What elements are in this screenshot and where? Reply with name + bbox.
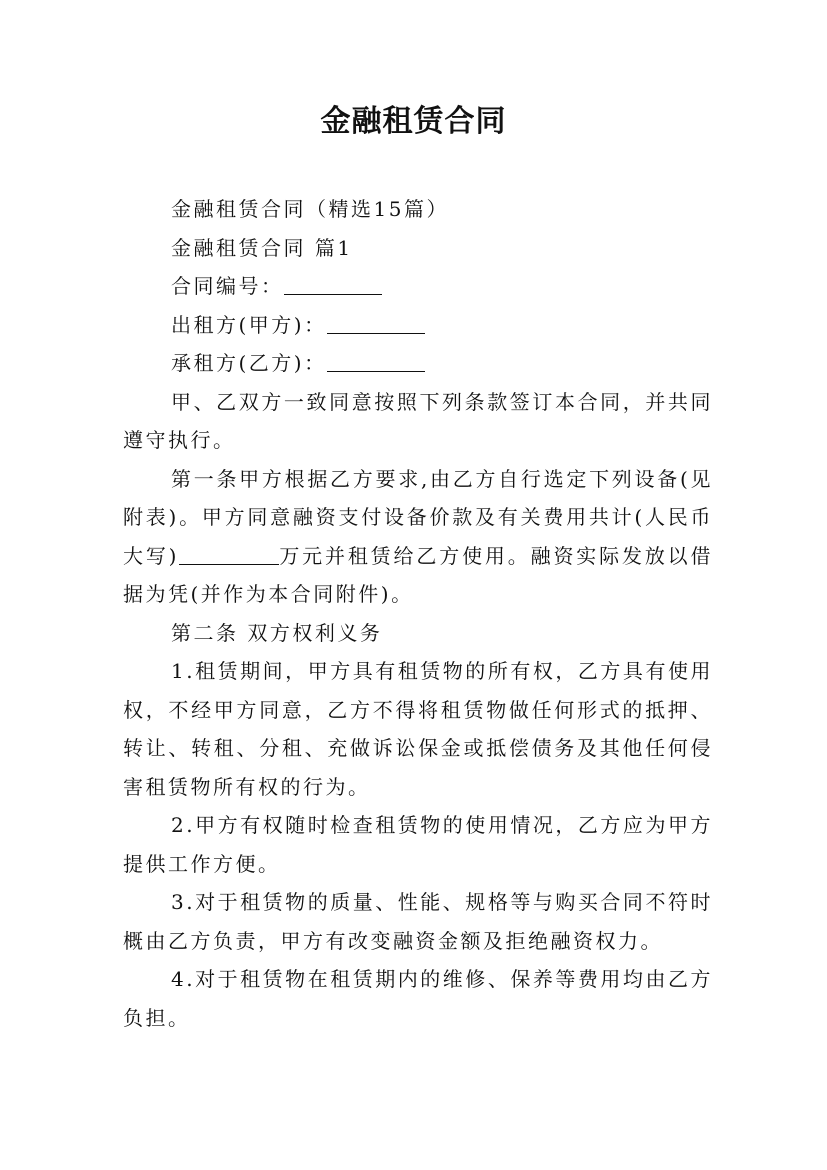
article-1-paragraph [123,460,713,614]
subtitle: 金融租赁合同（精选15篇） [171,197,449,221]
document-title: 金融租赁合同 [320,104,507,139]
lessee-blank [327,349,425,372]
section-heading: 金融租赁合同 篇1 [171,235,353,260]
contract-number-blank [284,272,382,295]
amount-blank [179,542,279,565]
article-1-text-part1: 第一条甲方根据乙方要求,由乙方自行选定下列设备(见附表)。甲方同意融资支付设备价款及有关费用共计(人民币大写) [123,466,713,568]
lessee-line [123,344,713,383]
contract-number-line [123,267,713,306]
document-body [123,190,713,1037]
article-2-heading: 第二条 双方权利义务 [171,620,383,645]
clause-3: 3.对于租赁物的质量、性能、规格等与购买合同不符时概由乙方负责，甲方有改变融资金额及拒绝融资权力。 [123,890,713,953]
lessor-blank [327,311,425,334]
clause-2: 2.甲方有权随时检查租赁物的使用情况，乙方应为甲方提供工作方便。 [123,813,713,876]
article-1-text-part2: 万元并租赁给乙方使用。融资实际发放以借据为凭(并作为本合同附件)。 [123,543,714,606]
lessor-label: 出租方(甲方)： [171,312,327,337]
lessor-line [123,306,713,345]
clause-1: 1.租赁期间，甲方具有租赁物的所有权，乙方具有使用权，不经甲方同意，乙方不得将租赁物做任何形式的抵押、转让、转租、分租、充做诉讼保金或抵偿债务及其他任何侵害租赁物所有权的行为。 [123,659,713,799]
clause-4: 4.对于租赁物在租赁期内的维修、保养等费用均由乙方负担。 [123,967,713,1030]
contract-number-label: 合同编号： [171,274,284,298]
intro-paragraph: 甲、乙双方一致同意按照下列条款签订本合同，并共同遵守执行。 [123,389,713,452]
lessee-label: 承租方(乙方)： [171,351,327,375]
